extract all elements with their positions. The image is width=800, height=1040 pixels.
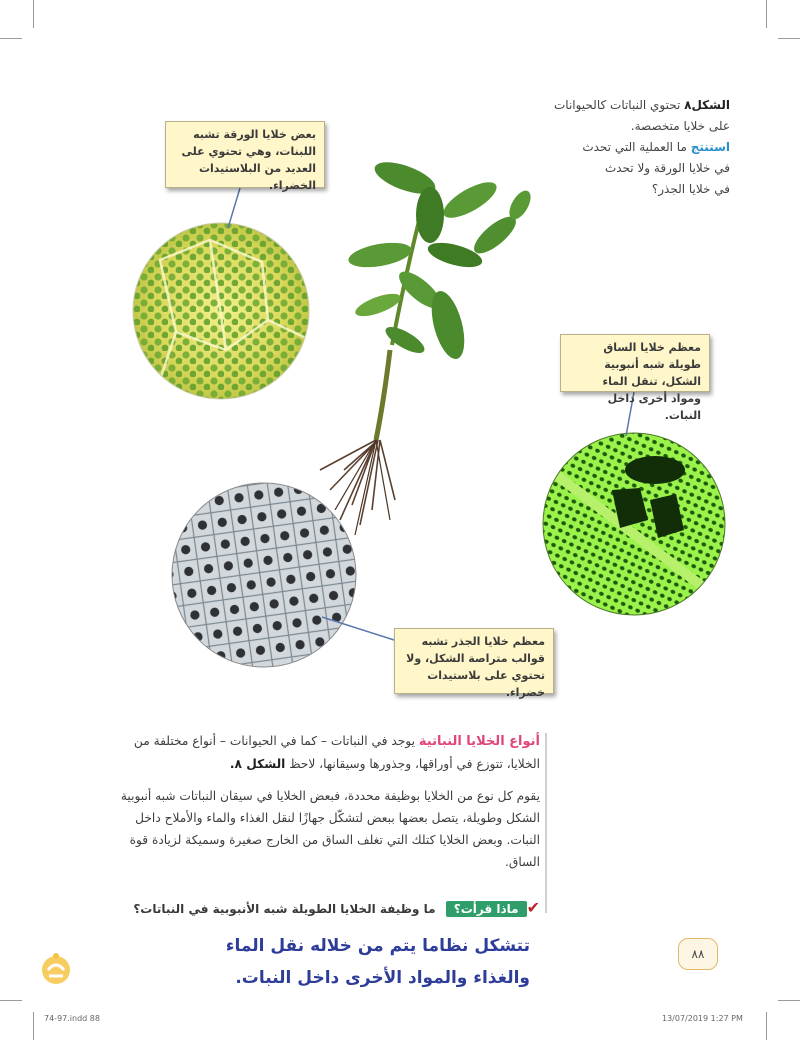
figure-label: الشكل٨ bbox=[684, 98, 730, 112]
page-number: ٨٨ bbox=[678, 938, 718, 970]
root-callout bbox=[394, 628, 554, 699]
crop-mark bbox=[33, 1012, 34, 1040]
text-side-bar bbox=[545, 733, 547, 913]
caption-line: على خلايا متخصصة. bbox=[630, 119, 730, 133]
footer-file-info: 74-97.indd 88 bbox=[44, 1014, 100, 1023]
reading-check bbox=[108, 898, 540, 917]
crop-mark bbox=[766, 1012, 767, 1040]
infer-label: استنتج bbox=[690, 140, 730, 154]
footer-timestamp: 13/07/2019 1:27 PM bbox=[662, 1014, 743, 1023]
caption-line: ما العملية التي تحدث bbox=[582, 140, 687, 154]
leaf-callout bbox=[165, 121, 325, 192]
crop-mark bbox=[0, 1000, 22, 1001]
paragraph-2: يقوم كل نوع من الخلايا بوظيفة محددة، فبعض الخلايا في سيقان النباتات شبه أنبوبية الشكل وطويلة، يتصل بعضها ببعض لتشكّل جهازًا لنقل الغذاء والماء والأملاح داخل النبات. وبعض الخلايا كتلك التي تغلف الساق من الخارج صغيرة وسميكة لزيادة قوة الساق. bbox=[120, 789, 540, 869]
stem-callout bbox=[560, 334, 710, 422]
root-cell-circle bbox=[160, 471, 368, 679]
paragraph-1-text: يوجد في النباتات – كما في الحيوانات – أنواع مختلفة من الخلايا، تتوزع في أوراقها، وجذورها وسيقانها، لاحظ bbox=[133, 734, 540, 771]
body-text bbox=[108, 730, 540, 883]
caption-line: تحتوي النباتات كالحيوانات bbox=[553, 98, 681, 112]
reading-check-badge: ماذا قرأت؟ bbox=[446, 901, 527, 917]
crop-mark bbox=[778, 1000, 800, 1001]
caption-line: في خلايا الجذر؟ bbox=[651, 182, 730, 196]
figure-reference: الشكل ٨. bbox=[229, 757, 286, 771]
stem-cell-circle bbox=[543, 433, 725, 615]
plant-illustration bbox=[320, 156, 535, 535]
stem-callout-text: معظم خلايا الساق طويلة شبه أنبوبية الشكل، تنقل الماء ومواد أخرى داخل النبات. bbox=[602, 341, 701, 422]
section-heading: أنواع الخلايا النباتية bbox=[418, 734, 540, 749]
checkmark-icon: ✔ bbox=[526, 898, 540, 917]
caption-line: في خلايا الورقة ولا تحدث bbox=[604, 161, 730, 175]
root-callout-text: معظم خلايا الجذر تشبه قوالب متراصة الشكل، ولا تحتوي على بلاستيدات خضراء. bbox=[406, 635, 545, 699]
brand-logo-icon bbox=[40, 950, 72, 986]
leaf-callout-text: بعض خلايا الورقة تشبه اللبنات، وهي تحتوي على العديد من البلاستيدات الخضراء. bbox=[181, 128, 316, 192]
paragraph-1 bbox=[108, 730, 540, 775]
leaf-pointer bbox=[228, 188, 240, 228]
reading-check-question: ما وظيفة الخلايا الطويلة شبه الأنبوبية في النباتات؟ bbox=[133, 902, 436, 916]
answer-text: تتشكل نظاما يتم من خلاله نقل الماء والغذاء والمواد الأخرى داخل النبات. bbox=[225, 936, 530, 988]
